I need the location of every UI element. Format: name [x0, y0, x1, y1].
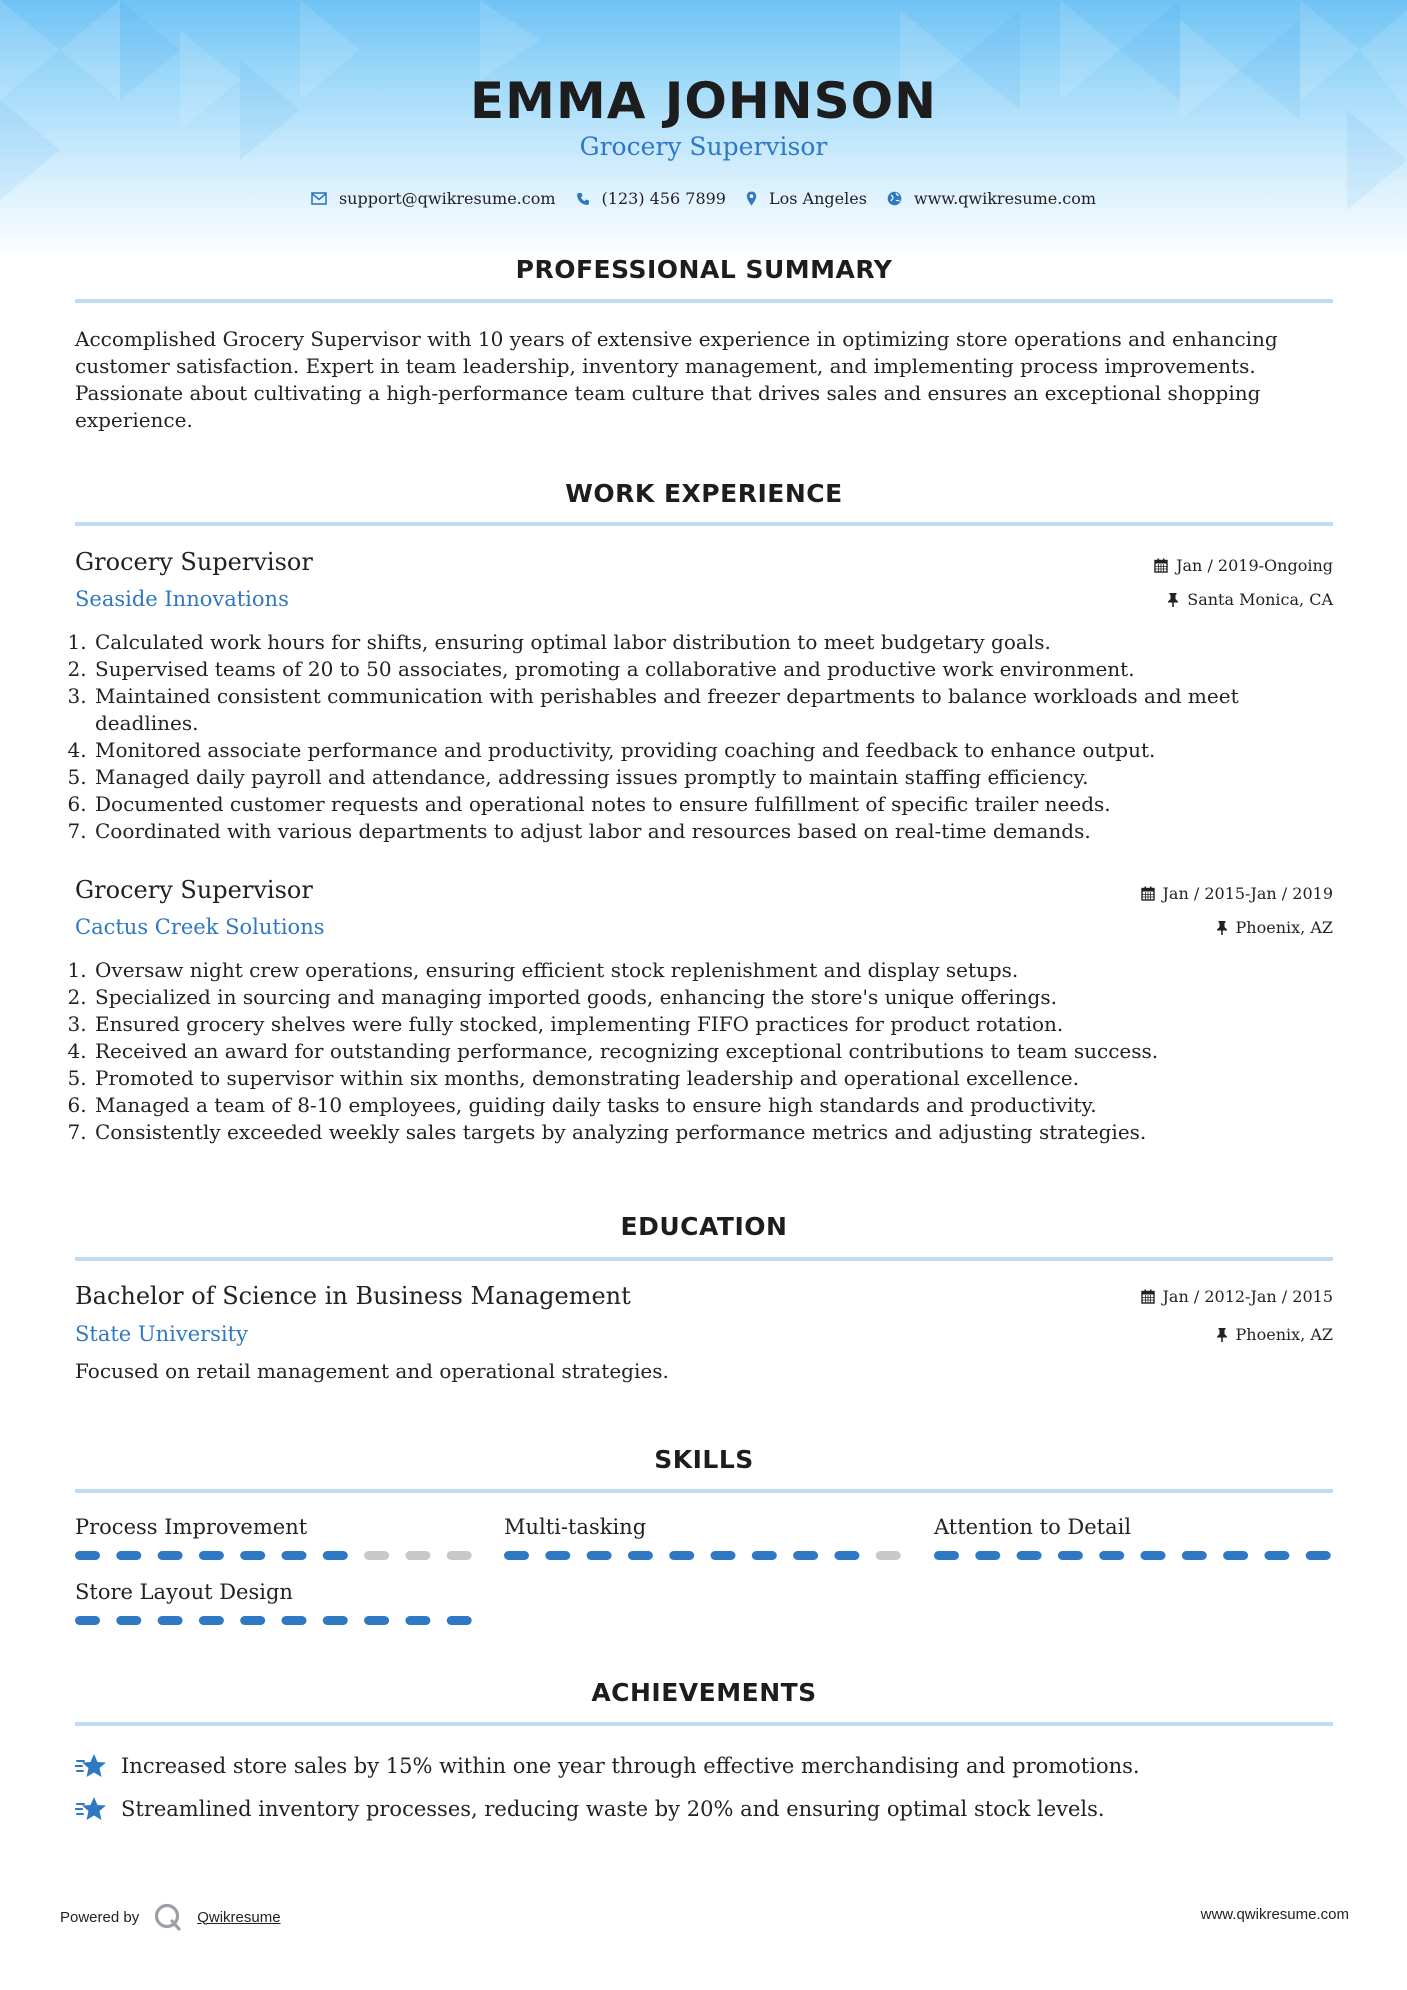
- skill-dash-empty: [364, 1551, 389, 1560]
- summary-divider: [75, 299, 1333, 303]
- skill-meter: [934, 1550, 1334, 1562]
- skill-dash-filled: [282, 1616, 307, 1625]
- education-description: Focused on retail management and operational strategies.: [75, 1359, 669, 1383]
- skill-dash-filled: [1141, 1551, 1166, 1560]
- education-location: [1216, 1325, 1333, 1344]
- contact-bar: [0, 189, 1407, 208]
- job-company: Seaside Innovations: [75, 587, 289, 611]
- skill-dash-empty: [405, 1551, 430, 1560]
- job-dates-text: Jan / 2019-Ongoing: [1176, 556, 1333, 575]
- skill-dash-filled: [1306, 1551, 1331, 1560]
- skill-name: Store Layout Design: [75, 1580, 293, 1604]
- school: State University: [75, 1322, 248, 1346]
- skill-dash-filled: [447, 1616, 472, 1625]
- skill-dash-filled: [323, 1616, 348, 1625]
- calendar-icon: [1154, 558, 1168, 573]
- candidate-name: EMMA JOHNSON: [470, 72, 937, 130]
- email-text: support@qwikresume.com: [338, 189, 556, 208]
- summary-text: Accomplished Grocery Supervisor with 10 years of extensive experience in optimizing store operations and enhancing customer satisfaction. Expert in team leadership, inventory management, and implementing process improvements. Passionate about cultivating a high-performance team culture that drives sales and ensures an exceptional shopping experience.: [75, 327, 1278, 432]
- skill-dash-filled: [1017, 1551, 1042, 1560]
- pushpin-icon: [1216, 1327, 1228, 1342]
- education-heading: EDUCATION: [620, 1212, 788, 1241]
- skill-dash-filled: [834, 1551, 859, 1560]
- skill-meter: [75, 1550, 475, 1562]
- summary-heading: PROFESSIONAL SUMMARY: [515, 255, 893, 284]
- contact-website[interactable]: [887, 189, 1096, 208]
- powered-by: [60, 1902, 281, 1932]
- job-bullets: [75, 629, 1333, 845]
- job-title: Grocery Supervisor: [75, 876, 313, 904]
- calendar-icon: [1141, 1289, 1155, 1304]
- contact-phone[interactable]: [576, 189, 726, 208]
- degree: Bachelor of Science in Business Management: [75, 1282, 631, 1310]
- pushpin-icon: [1216, 920, 1228, 935]
- experience-heading: WORK EXPERIENCE: [565, 479, 843, 508]
- triangle-pattern: [0, 0, 1407, 260]
- skill-dash-filled: [282, 1551, 307, 1560]
- skill-dash-filled: [116, 1616, 141, 1625]
- map-pin-icon: [746, 191, 757, 206]
- qwikresume-link[interactable]: Qwikresume: [197, 1908, 281, 1926]
- website-text: www.qwikresume.com: [913, 189, 1097, 208]
- list-item: 3. Ensured grocery shelves were fully stocked, implementing FIFO practices for product rotation.: [93, 1011, 1333, 1038]
- skill-name: Multi-tasking: [504, 1515, 647, 1539]
- skill-name: Attention to Detail: [934, 1515, 1132, 1539]
- list-item: 2. Specialized in sourcing and managing imported goods, enhancing the store's unique offerings.: [93, 984, 1333, 1011]
- list-item: 3. Maintained consistent communication with perishables and freezer departments to balance workloads and meet deadlines.: [93, 683, 1333, 737]
- list-item: 4. Received an award for outstanding performance, recognizing exceptional contributions to team success.: [93, 1038, 1333, 1065]
- job-location: [1216, 918, 1333, 937]
- header-banner: [0, 0, 1407, 260]
- skill-dash-filled: [240, 1551, 265, 1560]
- skill-dash-filled: [793, 1551, 818, 1560]
- calendar-icon: [1141, 886, 1155, 901]
- phone-text: (123) 456 7899: [601, 189, 726, 208]
- achievement-item: [75, 1752, 1140, 1780]
- job-company: Cactus Creek Solutions: [75, 915, 325, 939]
- skill-dash-filled: [628, 1551, 653, 1560]
- skill-dash-filled: [240, 1616, 265, 1625]
- skill-dash-filled: [934, 1551, 959, 1560]
- phone-icon: [576, 192, 590, 206]
- education-dates-text: Jan / 2012-Jan / 2015: [1162, 1287, 1333, 1306]
- contact-location: [746, 189, 867, 208]
- job-location-text: Santa Monica, CA: [1187, 590, 1333, 609]
- job-location-text: Phoenix, AZ: [1235, 918, 1333, 937]
- skill-dash-filled: [1099, 1551, 1124, 1560]
- skill-dash-filled: [669, 1551, 694, 1560]
- star-icon: [75, 1752, 107, 1780]
- pushpin-icon: [1167, 592, 1179, 607]
- achievement-text: Increased store sales by 15% within one year through effective merchandising and promotions.: [121, 1754, 1140, 1778]
- skill-dash-filled: [975, 1551, 1000, 1560]
- skill-dash-filled: [75, 1616, 100, 1625]
- qwikresume-logo-icon: [153, 1902, 183, 1932]
- skill-dash-filled: [1264, 1551, 1289, 1560]
- job-dates-text: Jan / 2015-Jan / 2019: [1162, 884, 1333, 903]
- skills-heading: SKILLS: [654, 1445, 754, 1474]
- envelope-icon: [311, 192, 327, 205]
- job-dates: [1154, 556, 1333, 575]
- education-location-text: Phoenix, AZ: [1235, 1325, 1333, 1344]
- skill-dash-filled: [1182, 1551, 1207, 1560]
- contact-email[interactable]: [311, 189, 556, 208]
- skill-meter: [504, 1550, 904, 1562]
- skill-dash-filled: [199, 1551, 224, 1560]
- skill-dash-filled: [752, 1551, 777, 1560]
- job-title: Grocery Supervisor: [75, 548, 313, 576]
- list-item: 1. Oversaw night crew operations, ensuring efficient stock replenishment and display setups.: [93, 957, 1333, 984]
- skill-meter: [75, 1615, 475, 1627]
- skill-dash-filled: [711, 1551, 736, 1560]
- list-item: 6. Managed a team of 8-10 employees, guiding daily tasks to ensure high standards and productivity.: [93, 1092, 1333, 1119]
- candidate-title: Grocery Supervisor: [579, 132, 828, 161]
- skill-dash-filled: [545, 1551, 570, 1560]
- footer-website[interactable]: www.qwikresume.com: [1200, 1906, 1349, 1923]
- list-item: 1. Calculated work hours for shifts, ensuring optimal labor distribution to meet budgetary goals.: [93, 629, 1333, 656]
- skill-dash-filled: [158, 1616, 183, 1625]
- list-item: 2. Supervised teams of 20 to 50 associates, promoting a collaborative and productive work environment.: [93, 656, 1333, 683]
- skill-dash-empty: [447, 1551, 472, 1560]
- list-item: 4. Monitored associate performance and productivity, providing coaching and feedback to enhance output.: [93, 737, 1333, 764]
- powered-by-label: Powered by: [60, 1908, 140, 1926]
- location-text: Los Angeles: [768, 189, 867, 208]
- job-bullets: [75, 957, 1333, 1146]
- achievement-text: Streamlined inventory processes, reducing waste by 20% and ensuring optimal stock levels.: [121, 1797, 1105, 1821]
- skill-dash-filled: [405, 1616, 430, 1625]
- skill-dash-filled: [158, 1551, 183, 1560]
- skill-dash-filled: [587, 1551, 612, 1560]
- experience-divider: [75, 522, 1333, 526]
- list-item: 5. Promoted to supervisor within six months, demonstrating leadership and operational excellence.: [93, 1065, 1333, 1092]
- education-divider: [75, 1257, 1333, 1261]
- skill-dash-filled: [323, 1551, 348, 1560]
- job-location: [1167, 590, 1333, 609]
- achievement-item: [75, 1795, 1105, 1823]
- list-item: 7. Coordinated with various departments to adjust labor and resources based on real-time demands.: [93, 818, 1333, 845]
- skill-dash-filled: [1223, 1551, 1248, 1560]
- list-item: 7. Consistently exceeded weekly sales targets by analyzing performance metrics and adjusting strategies.: [93, 1119, 1333, 1146]
- skill-dash-filled: [504, 1551, 529, 1560]
- list-item: 6. Documented customer requests and operational notes to ensure fulfillment of specific trailer needs.: [93, 791, 1333, 818]
- skill-name: Process Improvement: [75, 1515, 308, 1539]
- skill-dash-filled: [75, 1551, 100, 1560]
- list-item: 5. Managed daily payroll and attendance, addressing issues promptly to maintain staffing efficiency.: [93, 764, 1333, 791]
- job-dates: [1141, 884, 1333, 903]
- skill-dash-filled: [1058, 1551, 1083, 1560]
- globe-icon: [887, 191, 902, 206]
- education-dates: [1141, 1287, 1333, 1306]
- skills-divider: [75, 1489, 1333, 1493]
- achievements-heading: ACHIEVEMENTS: [591, 1678, 817, 1707]
- skill-dash-filled: [199, 1616, 224, 1625]
- star-icon: [75, 1795, 107, 1823]
- achievements-divider: [75, 1722, 1333, 1726]
- skill-dash-empty: [876, 1551, 901, 1560]
- skill-dash-filled: [364, 1616, 389, 1625]
- skill-dash-filled: [116, 1551, 141, 1560]
